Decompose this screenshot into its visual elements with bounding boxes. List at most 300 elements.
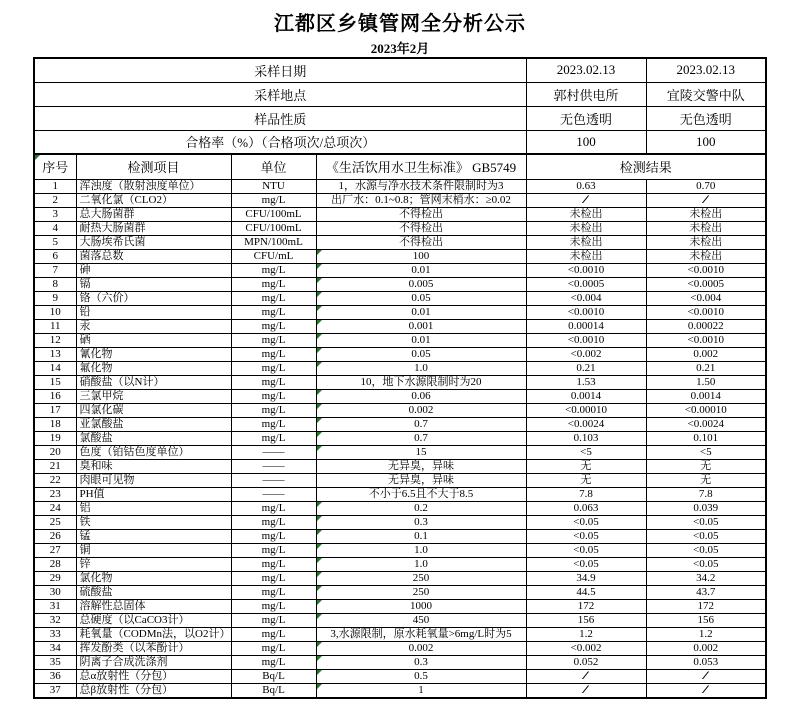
row-number: 25 xyxy=(34,515,76,529)
row-number: 7 xyxy=(34,263,76,277)
table-row xyxy=(34,179,766,193)
row-result-1-value: 无 xyxy=(580,459,592,472)
row-unit: Bq/L xyxy=(231,669,316,683)
row-result-1-value: 0.21 xyxy=(576,361,596,374)
row-standard-value: 10，地下水源限制时为20 xyxy=(360,375,482,388)
info-value-site-2: 宜陵交警中队 xyxy=(646,82,766,106)
row-standard xyxy=(316,543,526,557)
row-item-name: 汞 xyxy=(76,319,231,333)
row-result-1 xyxy=(526,389,646,403)
row-result-2-value: 0.002 xyxy=(693,641,719,654)
row-result-1 xyxy=(526,375,646,389)
row-result-2-value: <0.004 xyxy=(690,291,722,304)
row-unit: mg/L xyxy=(231,417,316,431)
table-row xyxy=(34,403,766,417)
row-unit: mg/L xyxy=(231,277,316,291)
excel-error-marker-icon xyxy=(317,404,322,409)
row-standard xyxy=(316,277,526,291)
row-result-2 xyxy=(646,263,766,277)
row-result-1 xyxy=(526,529,646,543)
info-row xyxy=(34,130,766,154)
row-item-name: 挥发酚类（以苯酚计） xyxy=(76,641,231,655)
data-section xyxy=(34,179,766,698)
row-unit: mg/L xyxy=(231,515,316,529)
row-result-2 xyxy=(646,627,766,641)
row-standard xyxy=(316,431,526,445)
row-number: 35 xyxy=(34,655,76,669)
excel-error-marker-icon xyxy=(317,306,322,311)
column-header-row xyxy=(34,154,766,179)
row-item-name: 氟化物 xyxy=(76,361,231,375)
col-header-unit: 单位 xyxy=(231,154,316,179)
row-standard-value: 1.0 xyxy=(414,543,428,556)
row-item-name: 铁 xyxy=(76,515,231,529)
row-unit: mg/L xyxy=(231,263,316,277)
row-item-name: PH值 xyxy=(76,487,231,501)
row-result-2 xyxy=(646,683,766,698)
row-unit: mg/L xyxy=(231,543,316,557)
table-row xyxy=(34,361,766,375)
info-row xyxy=(34,106,766,130)
row-standard-value: 不得检出 xyxy=(399,221,443,234)
table-row xyxy=(34,291,766,305)
row-unit: CFU/100mL xyxy=(231,221,316,235)
row-item-name: 色度（铂钴色度单位） xyxy=(76,445,231,459)
row-item-name: 硒 xyxy=(76,333,231,347)
row-number: 27 xyxy=(34,543,76,557)
row-result-1-value: / xyxy=(582,193,590,206)
row-number: 20 xyxy=(34,445,76,459)
row-standard-value: 出厂水：0.1~0.8；管网末梢水：≥0.02 xyxy=(331,193,511,206)
info-value-site-1: 郭村供电所 xyxy=(526,82,646,106)
row-result-1 xyxy=(526,669,646,683)
row-number: 11 xyxy=(34,319,76,333)
excel-error-marker-icon xyxy=(317,278,322,283)
table-row xyxy=(34,249,766,263)
row-item-name: 耐热大肠菌群 xyxy=(76,221,231,235)
row-number: 3 xyxy=(34,207,76,221)
table-row xyxy=(34,571,766,585)
row-item-name: 阴离子合成洗涤剂 xyxy=(76,655,231,669)
info-value-site-1: 100 xyxy=(526,130,646,154)
row-result-2-value: 1.50 xyxy=(696,375,716,388)
row-standard-value: 0.05 xyxy=(411,291,431,304)
row-standard xyxy=(316,291,526,305)
row-result-1 xyxy=(526,319,646,333)
row-result-1 xyxy=(526,291,646,305)
row-result-1 xyxy=(526,361,646,375)
row-standard xyxy=(316,627,526,641)
row-standard xyxy=(316,179,526,193)
row-result-1-value: <0.004 xyxy=(570,291,602,304)
row-result-1-value: 0.103 xyxy=(573,431,599,444)
info-section xyxy=(34,58,766,154)
row-standard-value: 1 xyxy=(418,683,424,696)
excel-error-marker-icon xyxy=(317,572,322,577)
row-result-1-value: 0.063 xyxy=(573,501,599,514)
table-row xyxy=(34,641,766,655)
row-standard-value: 450 xyxy=(412,613,430,626)
row-result-1 xyxy=(526,207,646,221)
row-result-2 xyxy=(646,291,766,305)
col-header-no xyxy=(34,154,76,179)
row-standard-value: 0.06 xyxy=(411,389,431,402)
row-result-1-value: 44.5 xyxy=(576,585,596,598)
row-result-1-value: <0.0024 xyxy=(567,417,605,430)
table-row xyxy=(34,207,766,221)
col-header-result: 检测结果 xyxy=(526,154,766,179)
row-standard xyxy=(316,501,526,515)
row-item-name: 总大肠菌群 xyxy=(76,207,231,221)
row-result-1-value: 未检出 xyxy=(569,221,603,234)
row-result-1 xyxy=(526,585,646,599)
row-unit: mg/L xyxy=(231,585,316,599)
row-result-2 xyxy=(646,487,766,501)
row-number: 13 xyxy=(34,347,76,361)
excel-error-marker-icon xyxy=(317,264,322,269)
row-result-2-value: 1.2 xyxy=(698,627,713,640)
row-unit: mg/L xyxy=(231,599,316,613)
info-value-site-1: 2023.02.13 xyxy=(526,58,646,82)
row-result-2-value: <0.0010 xyxy=(687,263,724,276)
row-item-name: 四氯化碳 xyxy=(76,403,231,417)
excel-error-marker-icon xyxy=(317,334,322,339)
row-result-2 xyxy=(646,333,766,347)
col-header-no-label: 序号 xyxy=(42,160,69,176)
table-row xyxy=(34,389,766,403)
row-number: 37 xyxy=(34,683,76,698)
excel-error-marker-icon xyxy=(317,446,322,451)
row-result-2-value: <5 xyxy=(699,445,712,458)
row-standard-value: 0.01 xyxy=(411,305,431,318)
row-standard xyxy=(316,389,526,403)
row-item-name: 总硬度（以CaCO3计） xyxy=(76,613,231,627)
row-standard xyxy=(316,417,526,431)
row-unit: MPN/100mL xyxy=(231,235,316,249)
row-item-name: 菌落总数 xyxy=(76,249,231,263)
row-item-name: 总β放射性（分包） xyxy=(76,683,231,698)
row-result-1-value: 1.53 xyxy=(576,375,596,388)
row-item-name: 锌 xyxy=(76,557,231,571)
table-row xyxy=(34,557,766,571)
table-row xyxy=(34,263,766,277)
row-result-1 xyxy=(526,347,646,361)
row-item-name: 浑浊度（散射浊度单位） xyxy=(76,179,231,193)
row-standard-value: 0.3 xyxy=(414,515,428,528)
table-row xyxy=(34,333,766,347)
excel-error-marker-icon xyxy=(317,502,322,507)
row-unit: mg/L xyxy=(231,305,316,319)
row-result-1 xyxy=(526,459,646,473)
row-item-name: 大肠埃希氏菌 xyxy=(76,235,231,249)
row-result-1 xyxy=(526,417,646,431)
row-result-2 xyxy=(646,403,766,417)
row-standard xyxy=(316,403,526,417)
row-result-1-value: <5 xyxy=(580,445,592,458)
row-result-1-value: <0.0005 xyxy=(567,277,605,290)
row-result-1 xyxy=(526,515,646,529)
row-result-2 xyxy=(646,249,766,263)
table-row xyxy=(34,655,766,669)
row-result-2 xyxy=(646,193,766,207)
row-standard-value: 0.7 xyxy=(414,417,428,430)
row-standard xyxy=(316,305,526,319)
info-row-label: 采样日期 xyxy=(34,58,526,82)
page-title: 江都区乡镇管网全分析公示 xyxy=(274,13,526,35)
row-result-2-value: 未检出 xyxy=(689,235,723,248)
row-result-2 xyxy=(646,305,766,319)
row-unit: —— xyxy=(231,459,316,473)
row-unit: mg/L xyxy=(231,291,316,305)
row-result-2 xyxy=(646,445,766,459)
excel-error-marker-icon xyxy=(35,155,40,160)
row-result-1 xyxy=(526,263,646,277)
row-standard xyxy=(316,319,526,333)
row-result-2 xyxy=(646,501,766,515)
row-item-name: 铝 xyxy=(76,501,231,515)
excel-error-marker-icon xyxy=(317,362,322,367)
row-item-name: 硝酸盐（以N计） xyxy=(76,375,231,389)
row-item-name: 铬（六价） xyxy=(76,291,231,305)
row-result-2-value: 172 xyxy=(697,599,715,612)
row-item-name: 硫酸盐 xyxy=(76,585,231,599)
row-unit: mg/L xyxy=(231,431,316,445)
row-standard-value: 100 xyxy=(412,249,430,262)
row-result-1-value: <0.05 xyxy=(573,543,599,556)
row-result-2-value: 156 xyxy=(697,613,715,626)
row-number: 9 xyxy=(34,291,76,305)
info-row-label: 合格率（%）（合格项次/总项次） xyxy=(34,130,526,154)
row-result-1 xyxy=(526,501,646,515)
row-unit: Bq/L xyxy=(231,683,316,698)
row-result-1-value: / xyxy=(582,669,590,682)
row-result-1-value: 未检出 xyxy=(569,207,603,220)
row-standard-value: 无异臭，异味 xyxy=(388,459,454,472)
row-result-1 xyxy=(526,655,646,669)
row-result-2 xyxy=(646,389,766,403)
row-number: 6 xyxy=(34,249,76,263)
row-result-1-value: <0.05 xyxy=(573,557,599,570)
row-result-1-value: 无 xyxy=(580,473,592,486)
row-result-2 xyxy=(646,207,766,221)
row-result-2 xyxy=(646,179,766,193)
row-number: 12 xyxy=(34,333,76,347)
row-item-name: 臭和味 xyxy=(76,459,231,473)
row-unit: mg/L xyxy=(231,319,316,333)
row-standard-value: 0.002 xyxy=(408,403,434,416)
table-row xyxy=(34,683,766,698)
row-result-2 xyxy=(646,543,766,557)
row-result-2-value: 0.70 xyxy=(696,179,716,192)
row-standard-value: 不小于6.5且不大于8.5 xyxy=(368,487,474,500)
row-result-2-value: 0.00022 xyxy=(687,319,724,332)
excel-error-marker-icon xyxy=(317,348,322,353)
excel-error-marker-icon xyxy=(317,320,322,325)
row-result-1-value: 7.8 xyxy=(579,487,593,500)
row-standard-value: 0.3 xyxy=(414,655,428,668)
row-result-2-value: 未检出 xyxy=(689,221,723,234)
col-header-item: 检测项目 xyxy=(76,154,231,179)
row-unit: mg/L xyxy=(231,333,316,347)
row-number: 26 xyxy=(34,529,76,543)
row-number: 16 xyxy=(34,389,76,403)
table-row xyxy=(34,529,766,543)
row-standard-value: 1，水源与净水技术条件限制时为3 xyxy=(338,179,504,192)
row-standard xyxy=(316,333,526,347)
row-number: 23 xyxy=(34,487,76,501)
row-item-name: 溶解性总固体 xyxy=(76,599,231,613)
table-row xyxy=(34,543,766,557)
info-row-label: 样品性质 xyxy=(34,106,526,130)
row-result-2 xyxy=(646,361,766,375)
row-item-name: 耗氧量（CODMn法，以O2计） xyxy=(76,627,231,641)
row-number: 18 xyxy=(34,417,76,431)
row-result-2 xyxy=(646,235,766,249)
row-result-1 xyxy=(526,431,646,445)
excel-error-marker-icon xyxy=(317,586,322,591)
excel-error-marker-icon xyxy=(317,250,322,255)
row-result-2-value: 43.7 xyxy=(696,585,716,598)
table-row xyxy=(34,347,766,361)
table-row xyxy=(34,501,766,515)
row-result-2 xyxy=(646,669,766,683)
row-unit: mg/L xyxy=(231,193,316,207)
row-standard xyxy=(316,529,526,543)
column-header-section xyxy=(34,154,766,179)
row-number: 22 xyxy=(34,473,76,487)
row-standard xyxy=(316,473,526,487)
row-result-1-value: 0.63 xyxy=(576,179,596,192)
table-row xyxy=(34,277,766,291)
row-result-1 xyxy=(526,557,646,571)
row-standard xyxy=(316,375,526,389)
row-standard xyxy=(316,249,526,263)
excel-error-marker-icon xyxy=(317,558,322,563)
row-result-2 xyxy=(646,459,766,473)
row-standard-value: 0.01 xyxy=(411,333,431,346)
row-standard xyxy=(316,599,526,613)
excel-error-marker-icon xyxy=(317,670,322,675)
excel-error-marker-icon xyxy=(317,600,322,605)
row-standard xyxy=(316,669,526,683)
row-result-1 xyxy=(526,333,646,347)
row-unit: mg/L xyxy=(231,529,316,543)
row-number: 4 xyxy=(34,221,76,235)
row-result-1-value: <0.0010 xyxy=(567,263,605,276)
table-row xyxy=(34,319,766,333)
row-number: 5 xyxy=(34,235,76,249)
row-unit: mg/L xyxy=(231,557,316,571)
table-row xyxy=(34,417,766,431)
row-unit: mg/L xyxy=(231,571,316,585)
col-header-standard: 《生活饮用水卫生标准》 GB5749 xyxy=(316,154,526,179)
row-standard xyxy=(316,683,526,698)
table-row xyxy=(34,515,766,529)
row-standard-value: 0.001 xyxy=(408,319,434,332)
row-item-name: 氰化物 xyxy=(76,347,231,361)
excel-error-marker-icon xyxy=(317,516,322,521)
row-number: 21 xyxy=(34,459,76,473)
row-result-1-value: <0.0010 xyxy=(567,305,605,318)
row-result-1-value: 0.052 xyxy=(573,655,599,668)
row-standard-value: 0.01 xyxy=(411,263,431,276)
row-result-1-value: 156 xyxy=(577,613,595,626)
row-result-2 xyxy=(646,347,766,361)
row-result-1-value: 未检出 xyxy=(569,235,603,248)
row-result-1-value: 1.2 xyxy=(579,627,593,640)
row-standard xyxy=(316,585,526,599)
row-item-name: 砷 xyxy=(76,263,231,277)
row-result-2 xyxy=(646,599,766,613)
table-row xyxy=(34,221,766,235)
excel-error-marker-icon xyxy=(317,544,322,549)
row-result-2 xyxy=(646,557,766,571)
row-result-1 xyxy=(526,683,646,698)
row-standard-value: 不得检出 xyxy=(399,207,443,220)
row-standard-value: 250 xyxy=(412,585,430,598)
row-number: 30 xyxy=(34,585,76,599)
row-standard xyxy=(316,459,526,473)
table-row xyxy=(34,669,766,683)
row-standard xyxy=(316,613,526,627)
row-number: 19 xyxy=(34,431,76,445)
row-result-2 xyxy=(646,571,766,585)
row-number: 17 xyxy=(34,403,76,417)
row-result-1 xyxy=(526,221,646,235)
row-result-2-value: <0.05 xyxy=(693,543,719,556)
row-number: 15 xyxy=(34,375,76,389)
row-result-1-value: <0.002 xyxy=(570,641,602,654)
row-result-2 xyxy=(646,585,766,599)
row-unit: CFU/mL xyxy=(231,249,316,263)
info-row xyxy=(34,58,766,82)
table-row xyxy=(34,627,766,641)
row-item-name: 锰 xyxy=(76,529,231,543)
row-result-2-value: <0.05 xyxy=(693,529,719,542)
row-item-name: 总α放射性（分包） xyxy=(76,669,231,683)
row-item-name: 三氯甲烷 xyxy=(76,389,231,403)
row-result-2 xyxy=(646,417,766,431)
row-result-2-value: <0.0010 xyxy=(687,333,724,346)
excel-error-marker-icon xyxy=(317,684,322,689)
row-result-2 xyxy=(646,515,766,529)
row-result-1-value: 34.9 xyxy=(576,571,596,584)
row-result-1-value: <0.05 xyxy=(573,515,599,528)
row-number: 31 xyxy=(34,599,76,613)
row-number: 28 xyxy=(34,557,76,571)
row-result-1-value: 0.0014 xyxy=(570,389,602,402)
excel-error-marker-icon xyxy=(317,390,322,395)
row-result-1 xyxy=(526,305,646,319)
row-standard-value: 0.005 xyxy=(408,277,434,290)
excel-error-marker-icon xyxy=(317,614,322,619)
info-value-site-2: 无色透明 xyxy=(646,106,766,130)
row-number: 36 xyxy=(34,669,76,683)
row-result-2 xyxy=(646,655,766,669)
row-result-2-value: / xyxy=(702,683,710,696)
row-standard xyxy=(316,641,526,655)
row-item-name: 氯酸盐 xyxy=(76,431,231,445)
row-standard xyxy=(316,235,526,249)
row-number: 29 xyxy=(34,571,76,585)
analysis-table xyxy=(33,57,767,699)
row-standard-value: 1.0 xyxy=(414,361,428,374)
row-result-1 xyxy=(526,543,646,557)
row-result-1-value: 未检出 xyxy=(569,249,603,262)
row-standard-value: 无异臭，异味 xyxy=(388,473,454,486)
row-result-2 xyxy=(646,431,766,445)
excel-error-marker-icon xyxy=(317,642,322,647)
